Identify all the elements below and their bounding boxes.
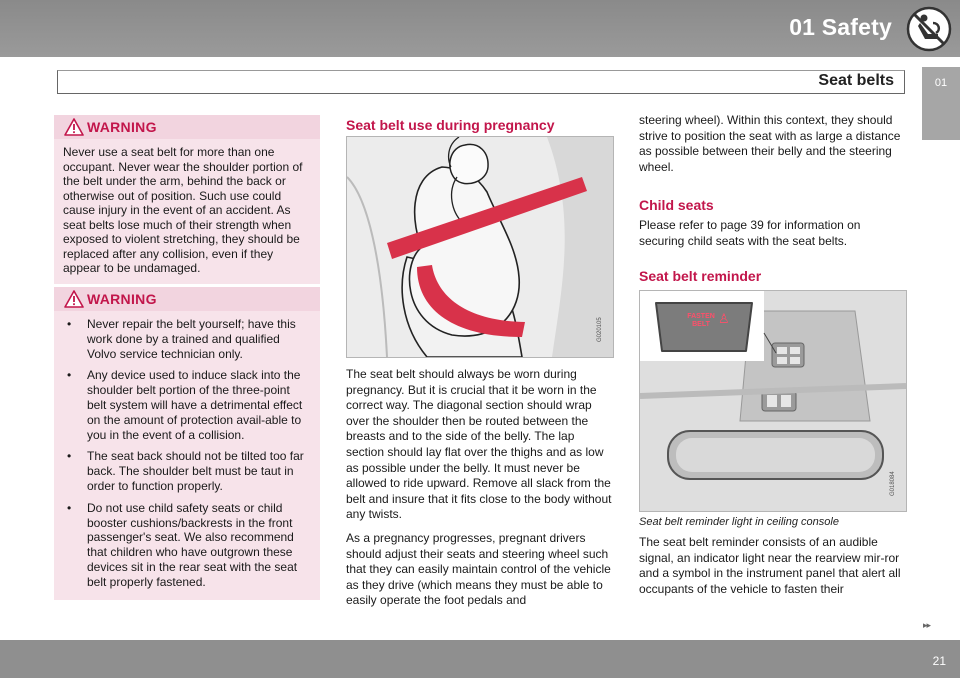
warning-label: WARNING <box>87 119 157 135</box>
child-seats-text <box>639 218 909 257</box>
pregnancy-heading: Seat belt use during pregnancy <box>346 117 555 133</box>
warning-triangle-icon <box>64 290 84 308</box>
warning-list-item: • Do not use child safety seats or child booster cushions/backrests in the front passenger's seat. We also recommend that children who have outgrown these devices sit in the rear seat with the seat belt properly fastened. <box>67 500 298 589</box>
chapter-title: 01 Safety <box>789 14 892 40</box>
fasten-belt-indicator: FASTEN BELT <box>687 313 715 328</box>
warning-label: WARNING <box>87 291 157 307</box>
warning-box-1 <box>54 115 320 284</box>
no-airbag-seat-icon <box>906 6 952 52</box>
warning-list-item: • Any device used to induce slack into the shoulder belt portion of the three-point belt system will have a detrimental effect on the amount of protection avail-able to you in the event of a collision. <box>67 368 303 442</box>
warning-list-item: • The seat back should not be tilted too far back. The shoulder belt must be taut in order to function properly. <box>67 449 304 493</box>
paragraph: steering wheel). Within this context, they should strive to position the seat with as large a distance as possible between their belly and the steering wheel. <box>639 113 901 174</box>
ceiling-console-illustration <box>639 290 907 512</box>
paragraph: The seat belt should always be worn during pregnancy. But it is crucial that it be worn in the correct way. The diagonal section should wrap over the shoulder then be routed between the breasts and to the side of the belly. The lap section should lay flat over the thighs and as low as possible under the belly. It must never be allowed to ride upward. Remove all slack from the belt and insure that it fits close to the body without any twists. <box>346 367 612 522</box>
pregnancy-body <box>346 367 614 617</box>
section-header <box>57 70 905 94</box>
pregnancy-continuation <box>639 113 909 183</box>
child-seats-heading: Child seats <box>639 197 714 213</box>
seatbelt-warning-icon: ♙ <box>718 311 730 326</box>
chapter-side-tab[interactable] <box>922 67 960 140</box>
paragraph: As a pregnancy progresses, pregnant drivers should adjust their seats and steering wheel such that they can easily maintain control of the vehicle as they drive (which means they must be able to easily operate the foot pedals and <box>346 530 611 608</box>
warning-list <box>54 311 320 600</box>
warning-box-2 <box>54 287 320 600</box>
warning-text: Never use a seat belt for more than one occupant. Never wear the shoulder portion of the belt under the arm, behind the back or otherwise out of position. Such use could cause injury in the event of an accident. As seat belts lose much of their strength when exposed to violent stretching, they should be replaced after any collision, even if they appear to be undamaged. <box>63 145 303 275</box>
side-tab-label: 01 <box>934 77 948 89</box>
chapter-header-bar <box>0 0 960 57</box>
paragraph: Please refer to page 39 for information on securing child seats with the seat belts. <box>639 218 861 248</box>
warning-header <box>54 115 320 139</box>
figure-caption: Seat belt reminder light in ceiling console <box>639 516 839 528</box>
footer-bar <box>0 640 960 678</box>
pregnancy-illustration <box>346 136 614 358</box>
warning-triangle-icon <box>64 118 84 136</box>
reminder-heading: Seat belt reminder <box>639 268 762 284</box>
next-page-arrows-icon[interactable]: ▸▸ <box>923 620 931 630</box>
warning-list-item: • Never repair the belt yourself; have this work done by a trained and qualified Volvo service technician only. <box>67 317 296 361</box>
paragraph: The seat belt reminder consists of an audible signal, an indicator light near the rearview mir-ror and a symbol in the instrument panel that alert all occupants of the vehicle to fasten their <box>639 535 901 596</box>
page-number: 21 <box>932 654 946 668</box>
image-code: G020105 <box>597 317 603 342</box>
image-code: G018084 <box>890 471 896 496</box>
section-title: Seat belts <box>818 72 894 89</box>
warning-header <box>54 287 320 311</box>
reminder-body <box>639 535 909 605</box>
pregnancy-drawing <box>347 137 613 357</box>
